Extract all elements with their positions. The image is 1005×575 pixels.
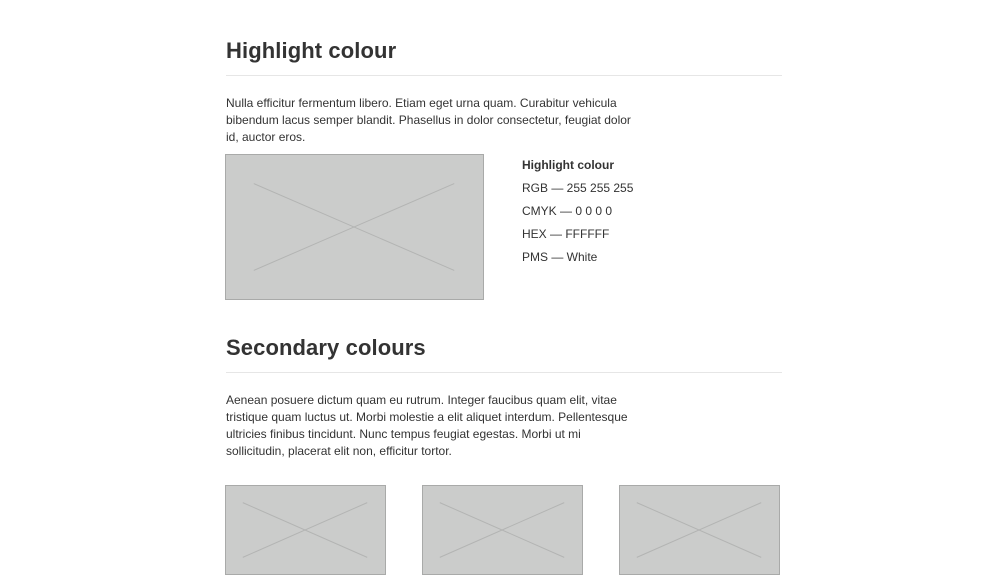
spec-pms: PMS — White <box>522 250 598 264</box>
secondary-colours-description: Aenean posuere dictum quam eu rutrum. Integer faucibus quam elit, vitae tristique quam luctus ut. Morbi molestie a elit aliquet interdum. Pellentesque ultricies finibus tincidunt. Nunc tempus feugiat egestas. Morbi ut mi sollicitudin, placerat elit non, efficitur tortor. <box>226 393 628 458</box>
secondary-colour-image-placeholder-1 <box>225 485 386 575</box>
image-placeholder-icon <box>620 486 779 574</box>
image-placeholder-icon <box>226 486 385 574</box>
secondary-colour-image-placeholder-2 <box>422 485 583 575</box>
highlight-colour-image-placeholder <box>225 154 484 300</box>
section-divider <box>226 75 782 76</box>
spec-cmyk: CMYK — 0 0 0 0 <box>522 204 613 218</box>
spec-hex: HEX — FFFFFF <box>522 227 610 241</box>
secondary-colour-image-placeholder-3 <box>619 485 780 575</box>
image-placeholder-icon <box>423 486 582 574</box>
secondary-colours-heading: Secondary colours <box>226 335 426 360</box>
section-divider <box>226 372 782 373</box>
image-placeholder-icon <box>226 155 483 299</box>
highlight-colour-description: Nulla efficitur fermentum libero. Etiam eget urna quam. Curabitur vehicula bibendum lacus semper blandit. Phasellus in dolor consectetur, feugiat dolor id, auctor eros. <box>226 96 631 144</box>
spec-rgb: RGB — 255 255 255 <box>522 181 634 195</box>
spec-title: Highlight colour <box>522 158 614 172</box>
highlight-colour-heading: Highlight colour <box>226 38 397 63</box>
